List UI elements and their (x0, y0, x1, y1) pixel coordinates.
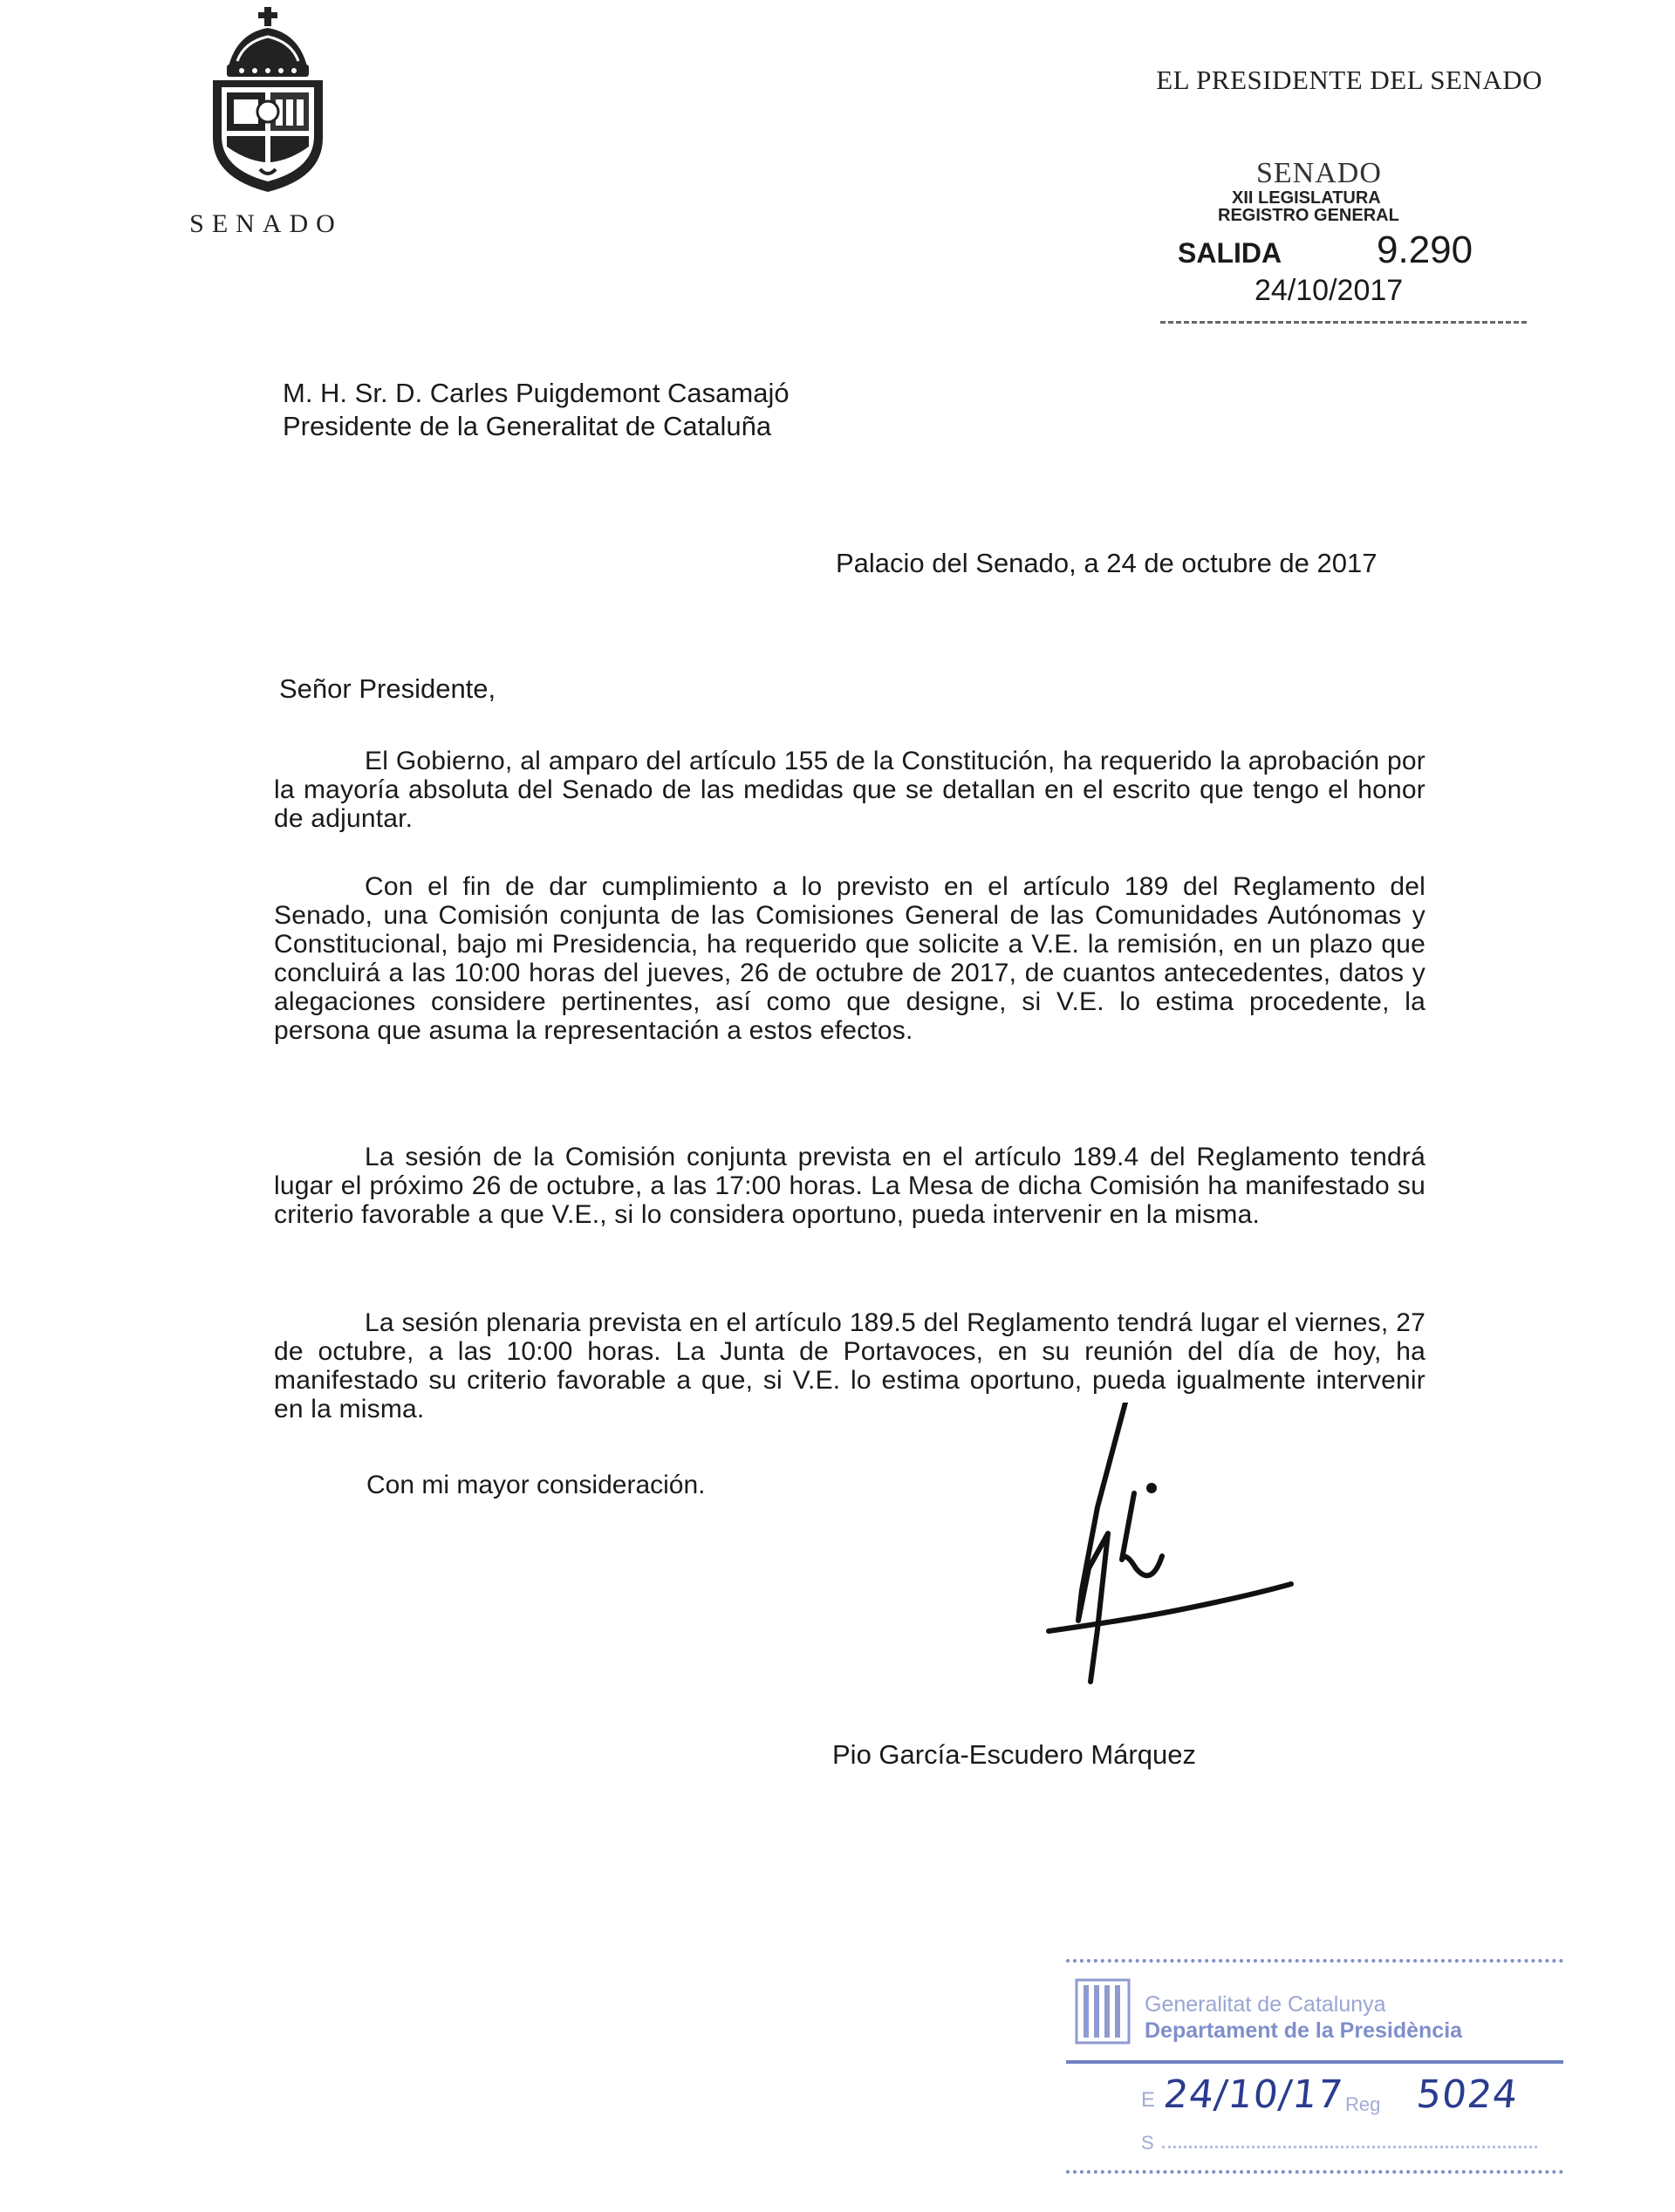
registry-stamp (1160, 154, 1527, 337)
stamp-senado: SENADO (1256, 157, 1382, 189)
place-date: Palacio del Senado, a 24 de octubre de 2017 (836, 548, 1378, 578)
entry-stamp-bottom-border (1066, 2170, 1563, 2174)
stamp-legislatura: XII LEGISLATURA (1232, 188, 1381, 208)
entry-stamp-s-line (1162, 2146, 1537, 2148)
recipient-block (283, 377, 790, 443)
generalitat-logo-icon (1075, 1978, 1131, 2045)
signer-name: Pio García-Escudero Márquez (832, 1739, 1196, 1770)
entry-stamp-org-line1: Generalitat de Catalunya (1145, 1992, 1386, 2017)
entry-stamp-number: 5024 (1414, 2072, 1521, 2117)
institution-name: SENADO (189, 209, 343, 238)
entry-stamp-org-line2: Departament de la Presidència (1145, 2018, 1463, 2043)
body-paragraph-2: Con el fin de dar cumplimiento a lo previsto en el artículo 189 del Reglamento del Senado, una Comisión conjunta de las Comisiones General de las Comunidades Autónomas y Constitucional, bajo mi Presidencia, ha requerido que solicite a V.E. la remisión, en un plazo que concluirá a las 10:00 horas del jueves, 26 de octubre de 2017, de cuantos antecedentes, datos y alegaciones considere pertinentes, así como que designe, si V.E. lo estima procedente, la persona que asuma la representación a estos efectos. (274, 872, 1425, 1045)
closing: Con mi mayor consideración. (366, 1471, 706, 1499)
body-paragraph-1: El Gobierno, al amparo del artículo 155 de la Constitución, ha requerido la aprobación por la mayoría absoluta del Senado de las medidas que se detallan en el escrito que tengo el honor de adjuntar. (274, 747, 1425, 833)
entry-stamp-e-label: E (1141, 2088, 1156, 2112)
stamp-divider (1160, 321, 1527, 324)
recipient-name: M. H. Sr. D. Carles Puigdemont Casamajó (283, 378, 790, 408)
body-paragraph-4: La sesión plenaria prevista en el artículo 189.5 del Reglamento tendrá lugar el viernes, 27 de octubre, a las 10:00 horas. La Junta de Portavoces, en su reunión del día de hoy, ha manifestado su criterio favorable a que, si V.E. lo estima oportuno, pueda igualmente intervenir en la misma. (274, 1308, 1425, 1423)
greeting: Señor Presidente, (279, 673, 496, 704)
entry-stamp-divider (1066, 2060, 1563, 2064)
entry-stamp-reg-label: Reg (1345, 2093, 1381, 2115)
stamp-date: 24/10/2017 (1255, 274, 1404, 307)
entry-stamp-date: 24/10/17 (1161, 2072, 1346, 2117)
entry-stamp (1066, 1949, 1563, 2184)
stamp-type: SALIDA (1178, 237, 1282, 269)
entry-stamp-top-border (1066, 1959, 1563, 1963)
stamp-number: 9.290 (1377, 229, 1473, 271)
president-title: EL PRESIDENTE DEL SENADO (1156, 65, 1542, 95)
signature-icon (1003, 1403, 1300, 1699)
stamp-registro: REGISTRO GENERAL (1218, 206, 1399, 225)
recipient-title: Presidente de la Generalitat de Cataluña (283, 411, 772, 441)
entry-stamp-s-label: S (1141, 2132, 1154, 2154)
senate-crest-icon (202, 7, 333, 197)
body-paragraph-3: La sesión de la Comisión conjunta prevista en el artículo 189.4 del Reglamento tendrá lugar el próximo 26 de octubre, a las 17:00 horas. La Mesa de dicha Comisión ha manifestado su criterio favorable a que V.E., si lo considera oportuno, pueda intervenir en la misma. (274, 1143, 1425, 1229)
